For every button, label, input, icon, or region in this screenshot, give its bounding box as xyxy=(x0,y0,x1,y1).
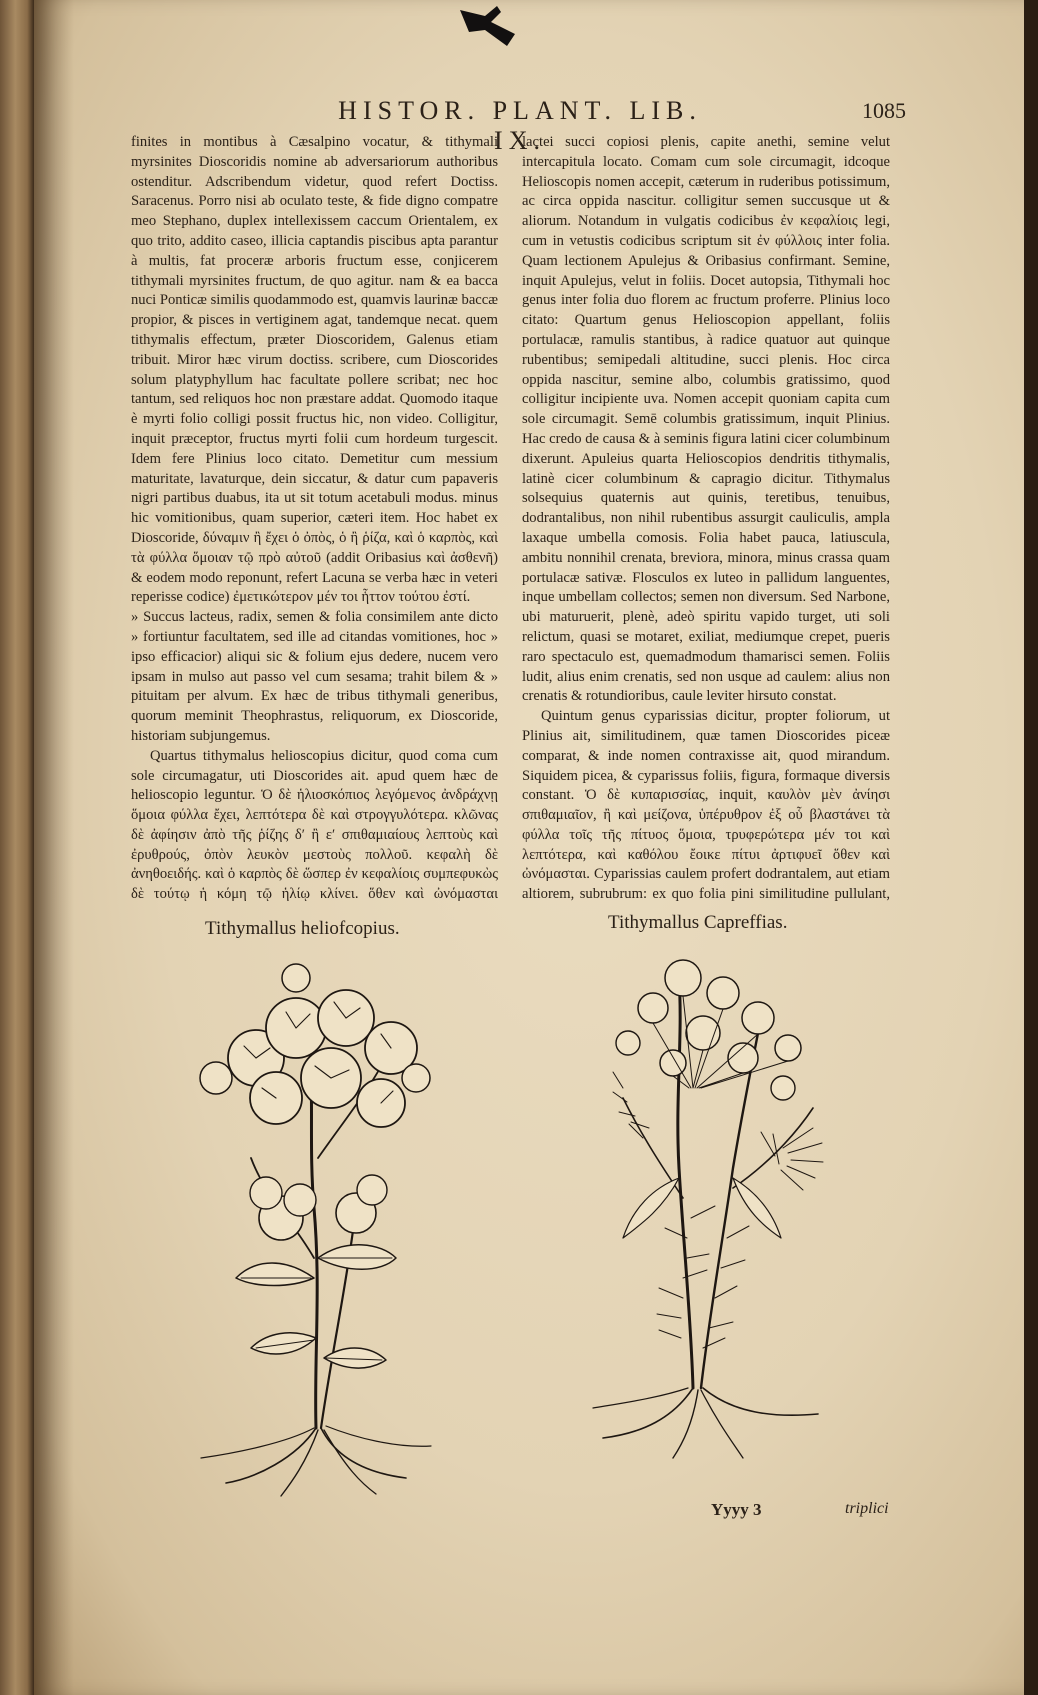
paragraph: Quintum genus cyparissias dicitur, propter foliorum, ut Plinius ait, similitudinem, quæ tamen Dioscorides piceæ comparat, & inde nomen contraxisse ait, quod mirandum. Siquidem picea, & cyparissus foliis, figura, formaque diversis constant. Ὁ δὲ κυπαρισσίας, inquit, καυλὸν μὲν ἀνίησι σπιθαμιαῖον, ἢ καὶ μείζονα, ὑπέρυθρον ἐξ οὗ βλαστάνει τὰ φύλλα τοῖς τῆς πίτυος ὅμοια, τρυφερώτερα μέν τοι καὶ λεπτότερα, καὶ καθόλου ἔοικε πίτυι ἀρτιφυεῖ ὅθεν καὶ ὠνόμασται. Cyparissias caulem profert dodrantalem, aut etiam altiorem, subrubrum: ex quo folia pini similitudine pullulant, xyxy=(522,708,890,903)
running-head: HISTOR. PLANT. LIB. IX. xyxy=(338,96,702,155)
woodcut-helioscopius xyxy=(196,958,436,1498)
page-number: 1085 xyxy=(862,98,906,123)
gutter-shadow xyxy=(34,0,74,1695)
text-column-left xyxy=(131,133,498,903)
binding-clip-icon xyxy=(455,2,525,50)
signature-mark: Yyyy 3 xyxy=(711,1500,762,1519)
woodcut-cyparissias xyxy=(583,938,833,1468)
paragraph: lactei succi copiosi plenis, capite anethi, semine velut intercapitula locato. Comam cum sole circumagit, idcoque Helioscopis nomen accepit, cæterum in ruderibus potissimum, ac circa oppida nascitur. colligitur semen succusque ut & aliorum. Notandum in vulgatis codicibus ἐν κεφαλίοις legi, cum in vetustis codicibus scriptum sit ἐν φύλλοις inter folia. Quam lectionem Apulejus & Oribasius confirmant. Semine, inquit Apulejus, velut in foliis. Docet autopsia, Tithymali hoc genus inter folia duo florem ac fructum proferre. Plinius loco citato: Quartum genus Helioscopion appellant, foliis portulacæ, ramulis stantibus, à radice quatuor aut quinque rubentibus; semipedali altitudine, succi plenis. Hoc circa oppida nascitur, semine albo, columbis gratissimo, quod colligitur incipiente uva. Nomen accepit quoniam capita cum sole circumagit. Semē columbis gratissimum, inquit Plinius. Hac credo de causa & à seminis figura latini cicer columbinum dixerunt. Apuleius quarta Helioscopios dendritis tithymalis, latinè cicer columbinum & capragio dicitur. Tithymalus solsequius quaternis aut quinis, teretibus, tenuibus, dodrantalibus, non nihil rubentibus assurgit cauliculis, ampla laxaque umbella comosis. Folia habet pauca, latiuscula, ambitu nonnihil crenata, breviora, minora, minus crassa quam portulacæ sativæ. Flosculos ex luteo in pallidum languentes, inque umbellam collectos; semen non diversum. Sed Narbone, ubi maturuerit, plenè, adeò spiritu vapido turget, uti soli relictum, quasi se motaret, exiliat, mediumque crepet, pueris raro spectaculo est, quemadmodum thamarisci semen. Foliis ludit, alius enim crenatis, sed non usque ad caulem: alius non crenatis & rotundioribus, caule leviter hirsuto constat. xyxy=(522,134,890,705)
paragraph: finites in montibus à Cæsalpino vocatur, & tithymali myrsinites Dioscoridis nomine ab adversariorum authoribus ostenditur. Adscribendum videtur, quod refert Doctiss. Saracenus. Porro nisi ab oculato teste, & fide digno compatre meo Stephano, duplex intellexissem caccum Orientalem, ex quo trito, addito caseo, illicia captandis piscibus apta parantur à multis, fat proceræ arboris fructum esse, conjicerem tithymali myrsinites fructum, de quo agitur. nam & ea bacca nuci Ponticæ similis quodammodo est, quamvis laurinæ baccæ propior, & pisces in vertiginem agat, tandemque necat. quem tithymalis effectum, præter Dioscoridem, Galenus etiam tribuit. Miror hæc virum doctiss. scribere, cum Dioscorides solum platyphyllum hac facultate pollere scribat; nec hoc tantum, sed reliquos hoc non præstare addat. Quomodo itaque è myrti folio colligi possit fructus hic, non video. Colligitur, inquit præceptor, fructus myrti folii cum hordeum turgescit. Idem fere Plinius loco citato. Demetitur cum messium maturitate, lavaturque, dein siccatur, & datur cum papaveris nigri partibus duabus, ita ut sit totum acetabuli modus. minus hic vomitionibus, quam superior, cæteri item. Hoc habet ex Dioscoride, δύναμιν ἢ ἔχει ὁ ὀπὸς, ὁ ἢ ῥίζα, καὶ ὁ καρπὸς, καὶ τὰ φύλλα ὅμοιαν τῷ πρὸ αὐτοῦ (addit Oribasius καὶ ἀσθενῆ) & eodem modo reponunt, refert Lacuna se verba hæc in veteri reperisse codice) ἐμετικώτερον μέν τοι ἧττον τούτου ἐστί. xyxy=(131,134,498,606)
facing-page-edge xyxy=(0,0,34,1695)
figure-caption-left: Tithymallus heliofcopius. xyxy=(205,918,400,939)
paragraph: Quartus tithymalus helioscopius dicitur, quod coma cum sole circumagatur, uti Dioscorides ait. apud quem hæc de helioscopio leguntur. Ὁ δὲ ἡλιοσκόπιος λεγόμενος ἀνδράχνῃ ὅμοια φύλλα ἔχει, λεπτότερα δὲ καὶ στρογγυλότερα. κλῶνας δὲ ἀφίησιν ἀπὸ τῆς ῥίζης δʹ ἢ εʹ σπιθαμιαίους λεπτοὺς καὶ ἐρυθρούς, ὀπὸν λευκὸν μεστοὺς πολλοῦ. κεφαλὴ δὲ ἀνηθοειδής. καὶ ὁ καρπὸς δὲ ὥσπερ ἐν κεφαλίοις συμπεφυκὼς δὲ τούτῳ ἡ κόμη τῷ ἡλίῳ κλίνει. ὅθεν καὶ ὠνόμασται xyxy=(131,747,498,903)
text-column-right xyxy=(522,133,890,903)
paragraph: » Succus lacteus, radix, semen & folia consimilem ante dicto » fortiuntur facultatem, sed ille ad citandas vomitiones, hoc » ipso efficacior) aliqui sic & folium ejus dedere, nucem vero ipsam in mulso aut passo vel cum sesama; trahit bilem & » pituitam per alvum. Ex hæc de tribus tithymali generibus, quorum meminit Theophrastus, reliquorum, ex Dioscoride, historiam subjungemus. xyxy=(131,609,498,744)
catchword: triplici xyxy=(845,1500,889,1517)
figure-caption-right: Tithymallus Capreffias. xyxy=(608,912,788,933)
